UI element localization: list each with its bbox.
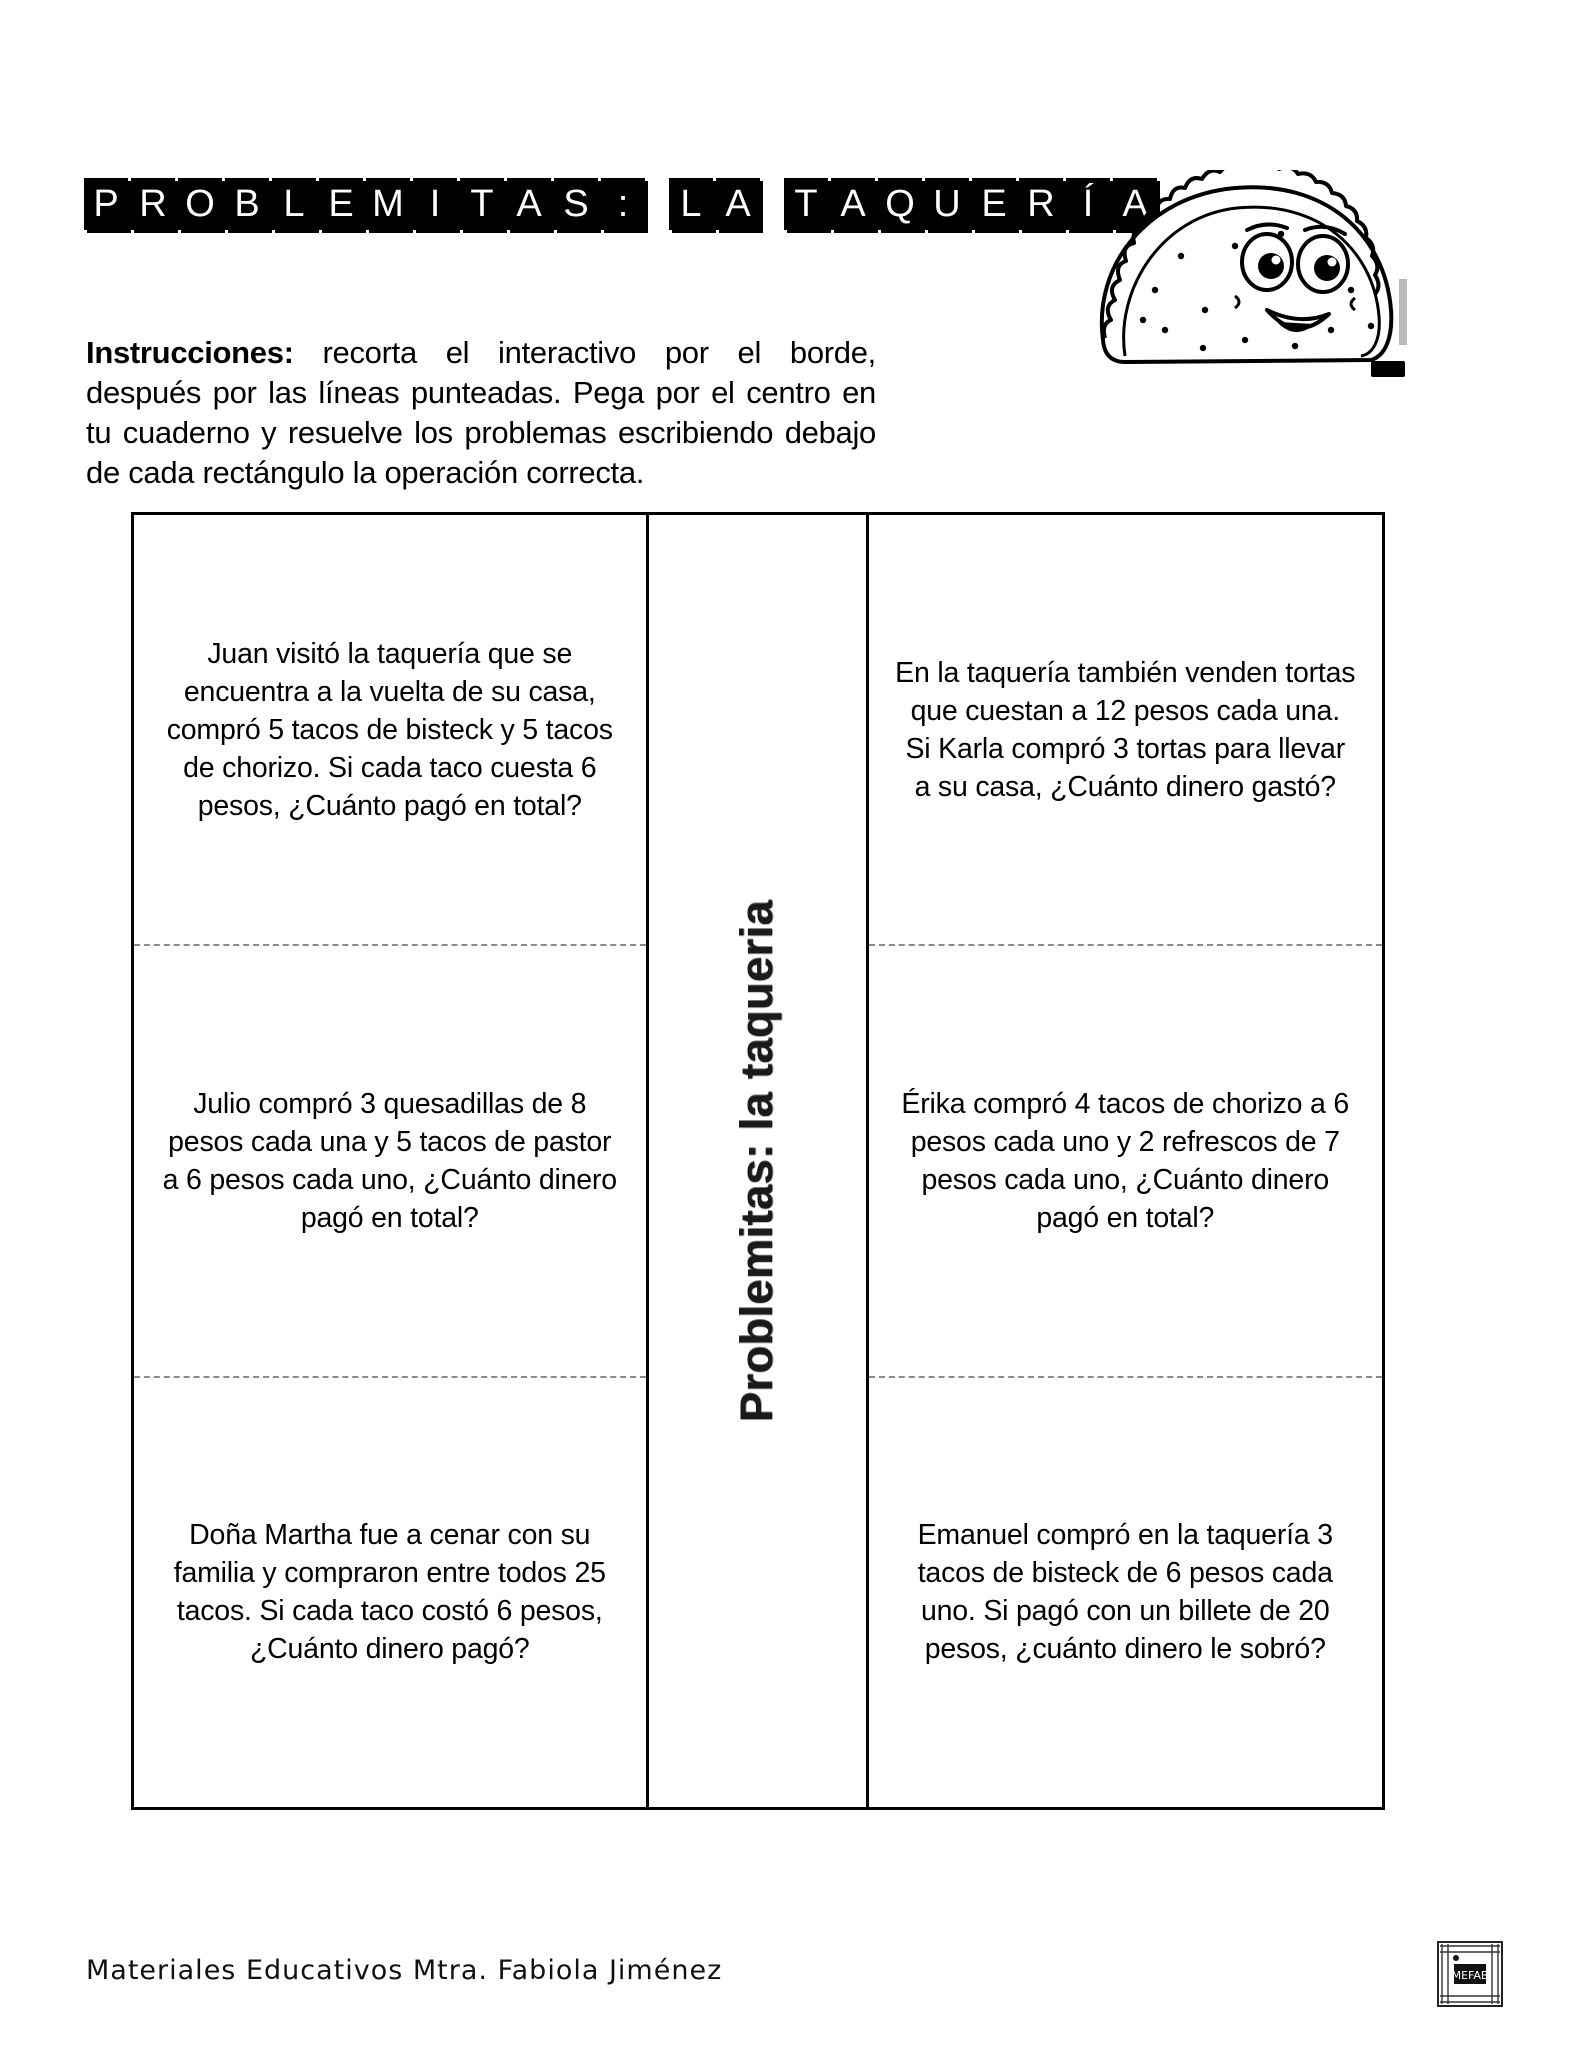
problems-column-right	[869, 515, 1383, 1807]
problem-text: En la taquería también venden tortas que cuestan a 12 pesos cada una. Si Karla compró 3 tortas para llevar a su casa, ¿Cuánto dinero gastó?	[895, 656, 1356, 803]
svg-text:MEFAB: MEFAB	[1451, 1969, 1489, 1982]
illustration-credit-mark	[1371, 361, 1405, 377]
title-letter: I	[413, 178, 457, 230]
instructions-paragraph	[86, 333, 876, 493]
title-letter: Q	[878, 178, 922, 230]
taco-mascot-illustration	[1085, 170, 1415, 385]
problem-cell	[869, 1376, 1383, 1807]
title-letter: U	[925, 178, 969, 230]
problem-cell	[134, 944, 646, 1375]
instructions-body: recorta el interactivo por el borde, después por las líneas punteadas. Pega por el centro en tu cuaderno y resuelve los problemas escribiendo debajo de cada rectángulo la operación correcta.	[86, 335, 876, 490]
title-letter: R	[131, 178, 175, 230]
center-vertical-title: Problemitas: la taqueria	[731, 899, 783, 1423]
problem-cell	[869, 515, 1383, 944]
title-letter: A	[507, 178, 551, 230]
title-letter: L	[272, 178, 316, 230]
center-spine-column	[649, 515, 869, 1807]
problem-cell	[134, 1376, 646, 1807]
title-letter: T	[460, 178, 504, 230]
page-title	[84, 178, 1160, 230]
problem-cell	[134, 515, 646, 944]
title-letter: T	[784, 178, 828, 230]
title-letter: A	[716, 178, 760, 230]
publisher-logo	[1434, 1938, 1506, 2010]
title-letter: :	[601, 178, 645, 230]
interactive-cutout-table	[131, 512, 1385, 1810]
title-letter: B	[225, 178, 269, 230]
title-letter: L	[669, 178, 713, 230]
footer-credit: Materiales Educativos Mtra. Fabiola Jiménez	[86, 1955, 723, 1986]
title-letter: O	[178, 178, 222, 230]
title-letter: Í	[1066, 178, 1110, 230]
illustration-watermark-bar	[1399, 279, 1407, 345]
problem-text: Juan visitó la taquería que se encuentra a la vuelta de su casa, compró 5 tacos de bisteck y 5 tacos de chorizo. Si cada taco cuesta 6 pesos, ¿Cuánto pagó en total?	[166, 637, 613, 822]
title-letter: E	[319, 178, 363, 230]
center-label-cell	[649, 515, 866, 1807]
instructions-label: Instrucciones:	[86, 335, 294, 370]
problems-column-left	[134, 515, 649, 1807]
title-letter: A	[831, 178, 875, 230]
title-letter: E	[972, 178, 1016, 230]
title-letter: S	[554, 178, 598, 230]
problem-text: Doña Martha fue a cenar con su familia y compraron entre todos 25 tacos. Si cada taco costó 6 pesos, ¿Cuánto dinero pagó?	[173, 1519, 606, 1666]
problem-cell	[869, 944, 1383, 1375]
title-letter: R	[1019, 178, 1063, 230]
title-letter: M	[366, 178, 410, 230]
problem-text: Julio compró 3 quesadillas de 8 pesos cada una y 5 tacos de pastor a 6 pesos cada uno, ¿Cuánto dinero pagó en total?	[162, 1087, 617, 1234]
title-letter: P	[84, 178, 128, 230]
problem-text: Emanuel compró en la taquería 3 tacos de bisteck de 6 pesos cada uno. Si pagó con un billete de 20 pesos, ¿cuánto dinero le sobró?	[917, 1519, 1333, 1666]
title-letter: A	[1113, 178, 1157, 230]
problem-text: Érika compró 4 tacos de chorizo a 6 pesos cada uno y 2 refrescos de 7 pesos cada uno, ¿Cuánto dinero pagó en total?	[901, 1087, 1350, 1234]
